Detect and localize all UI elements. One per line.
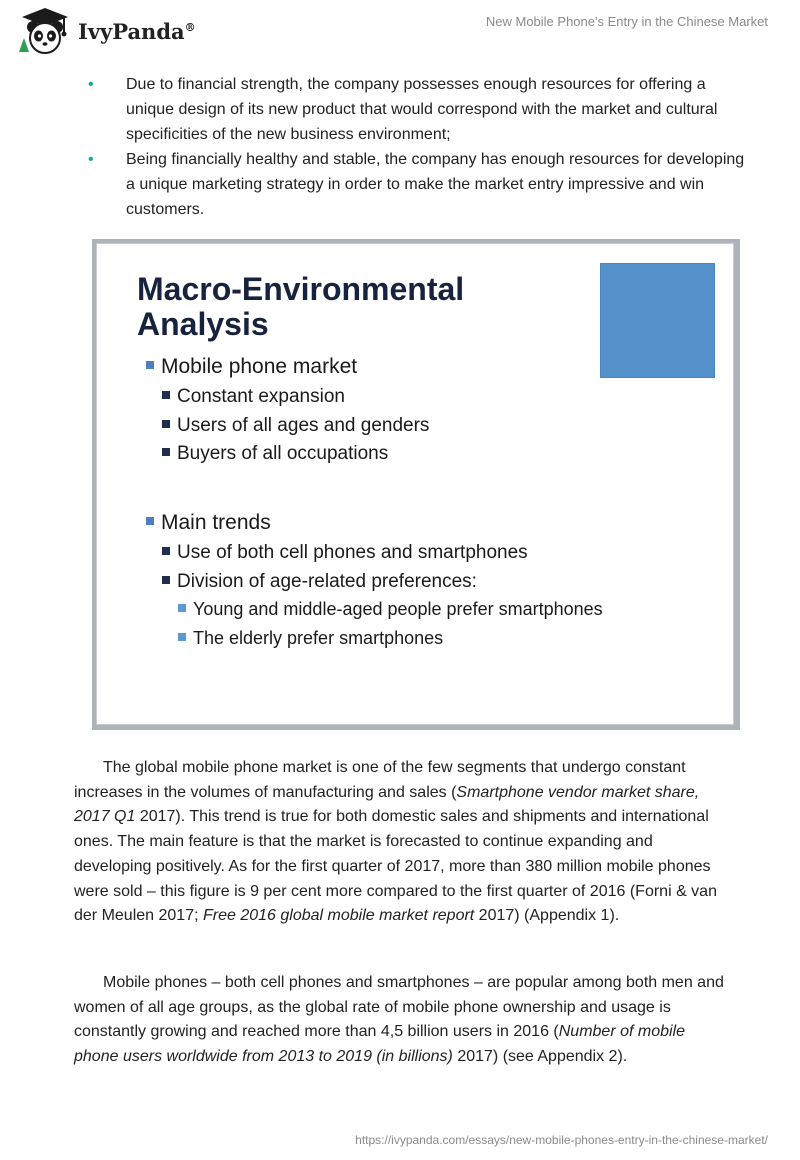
slide-item: Buyers of all occupations [162,443,388,465]
slide [96,243,734,725]
square-bullet-icon [162,420,170,428]
square-bullet-icon [178,633,186,641]
square-bullet-icon [162,448,170,456]
page-header [0,0,800,60]
bullet-icon: • [88,76,94,93]
slide-heading-market: Mobile phone market [146,355,357,379]
list-item: • Being financially healthy and stable, the company has enough resources for developing a unique marketing strategy in order to make the market entry impressive and win customers. [88,147,748,222]
body-paragraph: The global mobile phone market is one of the few segments that undergo constant increases in the volumes of manufacturing and sales (Smartphone vendor market share, 2017 Q1 2017). This trend is true for both domestic sales and shipments and international ones. The main feature is that the market is forecasted to continue expanding and developing positively. As for the first quarter of 2017, more than 380 million mobile phones were sold – this figure is 9 per cent more compared to the first quarter of 2016 (Forni & van der Meulen 2017; Free 2016 global mobile market report 2017) (Appendix 1). [74,759,717,925]
list-item: • Due to financial strength, the company possesses enough resources for offering a unique design of its new product that would correspond with the market and cultural specificities of the new business environment; [88,72,748,147]
square-bullet-icon [146,517,154,525]
ivypanda-logo[interactable] [16,6,216,56]
square-bullet-icon [178,604,186,612]
slide-figure [92,239,740,730]
square-bullet-icon [146,361,154,369]
slide-item: Division of age-related preferences: [162,571,477,593]
bullet-icon: • [88,151,94,168]
slide-subitem: Young and middle-aged people prefer smartphones [178,599,603,620]
slide-item: Constant expansion [162,386,345,408]
slide-placeholder-square [600,263,715,378]
slide-heading-trends: Main trends [146,511,271,535]
panda-graduate-icon [16,6,74,56]
square-bullet-icon [162,547,170,555]
slide-item: Use of both cell phones and smartphones [162,542,528,564]
square-bullet-icon [162,576,170,584]
source-url[interactable]: https://ivypanda.com/essays/new-mobile-phones-entry-in-the-chinese-market/ [355,1133,768,1147]
square-bullet-icon [162,391,170,399]
body-paragraph: Mobile phones – both cell phones and smartphones – are popular among both men and women of all age groups, as the global rate of mobile phone ownership and usage is constantly growing and reached more than 4,5 billion users in 2016 (Number of mobile phone users worldwide from 2013 to 2019 (in billions) 2017) (see Appendix 2). [74,974,724,1066]
brand-name: IvyPanda® [78,18,196,44]
slide-item: Users of all ages and genders [162,415,429,437]
slide-subitem: The elderly prefer smartphones [178,628,443,649]
document-title: New Mobile Phone's Entry in the Chinese Market [485,14,768,29]
bullet-list [88,72,748,222]
slide-title: Macro-Environmental Analysis [137,271,465,342]
